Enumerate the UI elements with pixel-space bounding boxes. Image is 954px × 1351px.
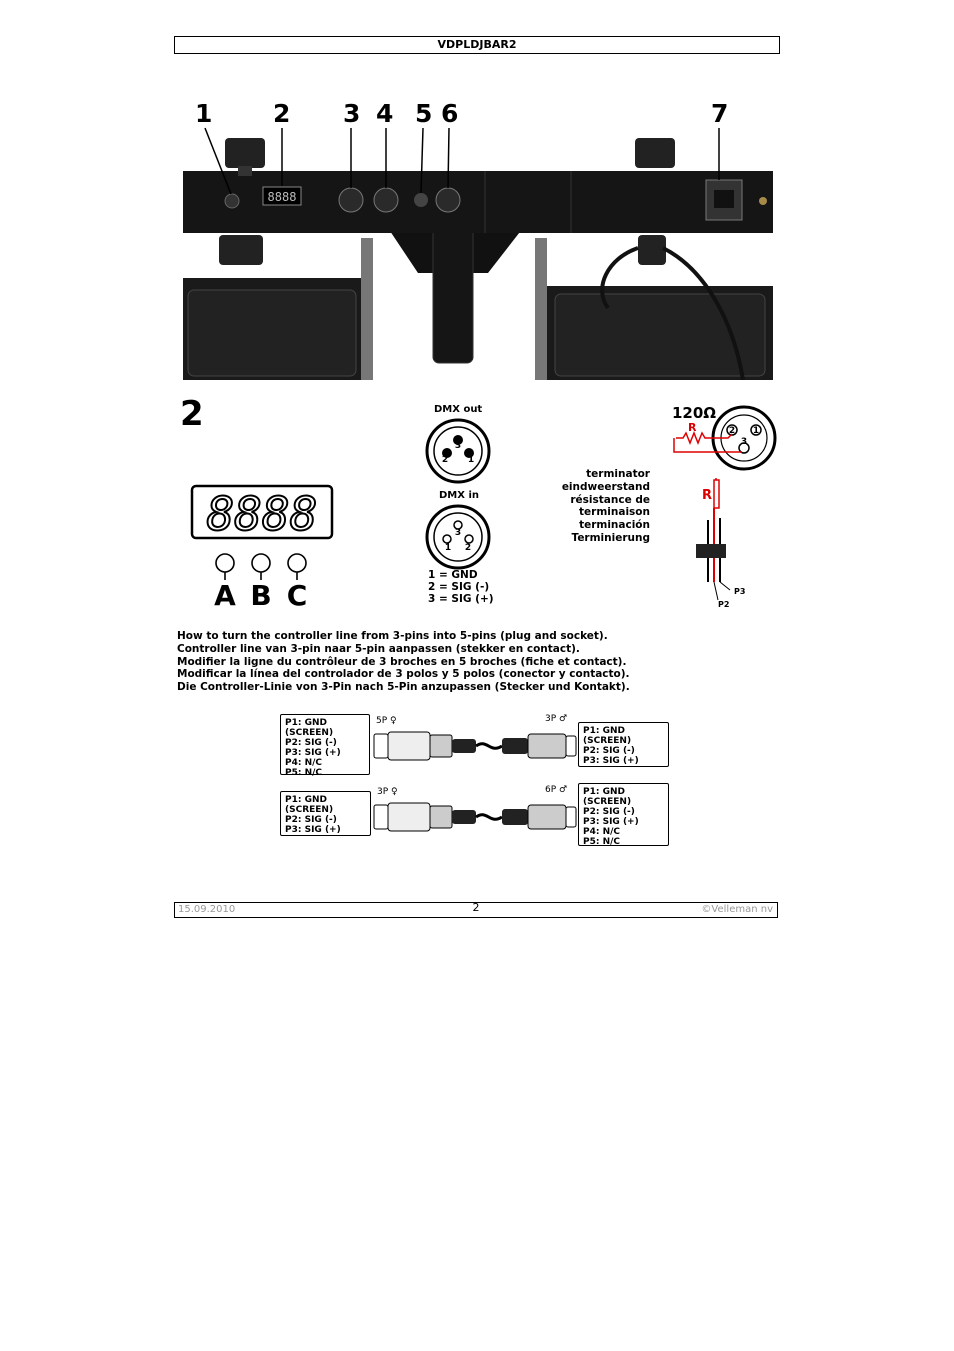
terminator-diagram <box>668 400 780 612</box>
callout-3: 3 <box>343 99 361 128</box>
svg-text:1: 1 <box>752 426 760 436</box>
cable1-right-pin-box: P1: GND (SCREEN) P2: SIG (-) P3: SIG (+) <box>578 722 669 767</box>
instruction-nl: Controller line van 3-pin naar 5-pin aanpassen (stekker en contact). <box>177 642 580 655</box>
resistor-value: 120Ω <box>672 404 717 422</box>
page-header <box>174 36 780 54</box>
instruction-en: How to turn the controller line from 3-pins into 5-pins (plug and socket). <box>177 630 608 642</box>
photo-display: 8888 <box>267 190 297 204</box>
cable2-right-label: 6P ♂ <box>545 785 568 795</box>
dmx-in-label: DMX in <box>439 490 479 501</box>
page-footer <box>174 902 778 918</box>
cable2-illustration <box>372 797 578 837</box>
instruction-fr: Modifier la ligne du contrôleur de 3 broches en 5 broches (fiche et contact). <box>177 655 627 668</box>
product-photo <box>183 98 773 380</box>
resistor-label-top: R <box>688 421 697 434</box>
pin-legend <box>428 569 494 605</box>
display-diagram <box>190 484 335 609</box>
cable2-right-pin-box: P1: GND (SCREEN) P2: SIG (-) P3: SIG (+) P4: N/C P5: N/C <box>578 783 669 846</box>
callout-7: 7 <box>711 99 729 128</box>
button-a-label: A <box>214 579 236 609</box>
button-c-label: C <box>286 579 308 609</box>
button-b-label: B <box>250 579 272 609</box>
cable1-left-label: 5P ♀ <box>376 716 397 726</box>
pin-p2-label: P2 <box>718 600 730 609</box>
pin-legend-3: 3 = SIG (+) <box>428 593 494 605</box>
svg-text:2: 2 <box>464 543 472 553</box>
cable2-left-label: 3P ♀ <box>377 787 398 797</box>
callout-5: 5 <box>415 99 433 128</box>
svg-text:3: 3 <box>454 441 462 451</box>
footer-date: 15.09.2010 <box>178 904 236 915</box>
cable1-left-pin-box: P1: GND (SCREEN) P2: SIG (-) P3: SIG (+) P4: N/C P5: N/C <box>280 714 370 775</box>
pin-legend-1: 1 = GND <box>428 569 478 581</box>
callout-4: 4 <box>376 99 394 128</box>
dmx-out-connector-icon <box>425 418 491 484</box>
instruction-de: Die Controller-Linie von 3-Pin nach 5-Pin anzupassen (Stecker und Kontakt). <box>177 681 630 694</box>
svg-text:3: 3 <box>740 437 748 447</box>
svg-text:1: 1 <box>444 543 452 553</box>
footer-copyright: ©Velleman nv <box>701 904 773 915</box>
callout-2: 2 <box>273 99 291 128</box>
terminator-label: terminator eindweerstand résistance de terminaison terminación Terminierung <box>561 468 650 544</box>
svg-text:2: 2 <box>441 455 449 465</box>
cable2-left-pin-box: P1: GND (SCREEN) P2: SIG (-) P3: SIG (+) <box>280 791 371 836</box>
pin-legend-2: 2 = SIG (-) <box>428 581 490 593</box>
instructions <box>177 630 630 694</box>
svg-text:3: 3 <box>454 528 462 538</box>
svg-text:1: 1 <box>467 455 475 465</box>
instruction-es: Modificar la línea del controlador de 3 polos y 5 polos (conector y contacto). <box>177 668 630 681</box>
pin-p3-label: P3 <box>734 587 746 596</box>
dmx-out-label: DMX out <box>434 404 483 415</box>
callout-6: 6 <box>441 99 459 128</box>
display-digits: 8888 <box>206 487 318 541</box>
section-number: 2 <box>180 394 204 434</box>
page-number: 2 <box>472 901 480 914</box>
callout-1: 1 <box>195 99 213 128</box>
cable1-right-label: 3P ♂ <box>545 714 568 724</box>
dmx-in-connector-icon <box>425 504 491 570</box>
resistor-label-side: R <box>702 488 713 503</box>
svg-text:2: 2 <box>728 426 736 436</box>
cable1-illustration <box>372 726 578 766</box>
model-title: VDPLDJBAR2 <box>437 38 517 51</box>
